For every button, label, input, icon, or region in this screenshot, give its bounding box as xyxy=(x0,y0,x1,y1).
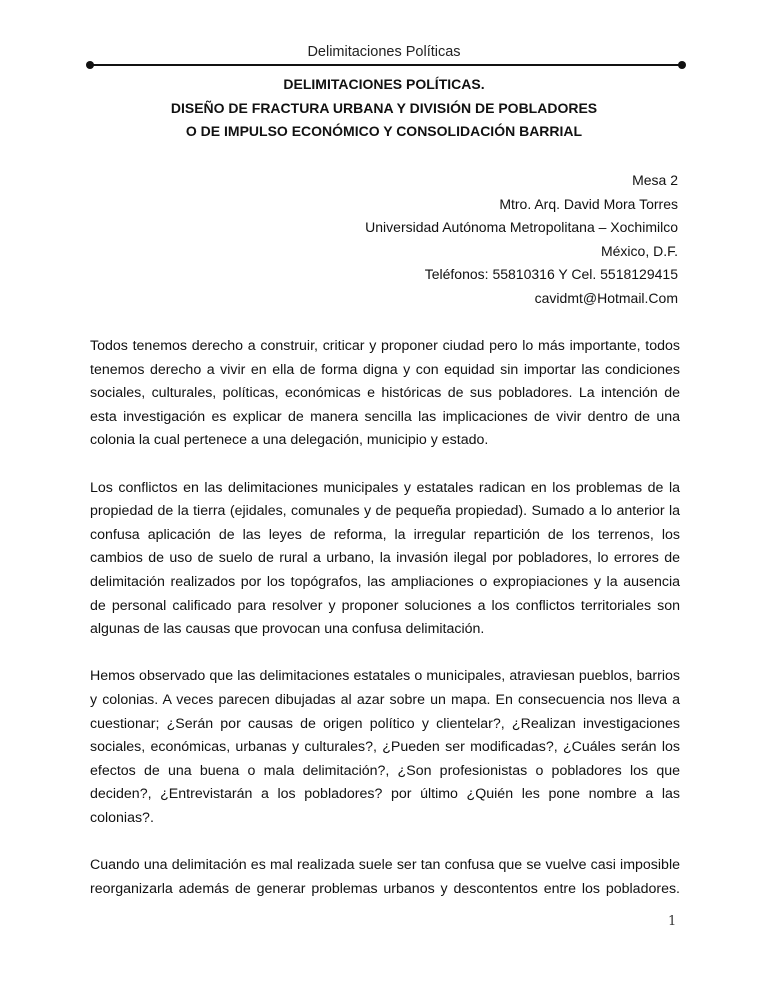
running-header: Delimitaciones Políticas xyxy=(307,44,461,60)
author-institution: Universidad Autónoma Metropolitana – Xochimilco xyxy=(365,219,678,236)
document-title xyxy=(0,73,768,144)
rule-left-dot-icon xyxy=(86,61,94,69)
author-block xyxy=(365,169,678,311)
body-text xyxy=(90,335,680,925)
paragraph-3: Hemos observado que las delimitaciones estatales o municipales, atraviesan pueblos, barrios y colonias. A veces parecen dibujadas al azar sobre un mapa. En consecuencia nos lleva a cuestionar; ¿Serán por causas de origen político y clientelar?, ¿Realizan investigaciones sociales, económicas, urbanas y culturales?, ¿Pueden ser modificadas?, ¿Cuáles serán los efectos de una buena o mala delimitación?, ¿Son profesionistas o pobladores los que deciden?, ¿Entrevistarán a los pobladores? por último ¿Quién les pone nombre a las colonias?. xyxy=(90,668,680,826)
page-number: 1 xyxy=(668,914,677,929)
author-email: cavidmt@Hotmail.Com xyxy=(534,289,678,306)
session-label: Mesa 2 xyxy=(632,172,678,188)
paragraph-4: Cuando una delimitación es mal realizada suele ser tan confusa que se vuelve casi imposible reorganizarla además de generar problemas urbanos y descontentos entre los pobladores. xyxy=(90,857,680,897)
author-name: Mtro. Arq. David Mora Torres xyxy=(499,195,678,212)
author-location: México, D.F. xyxy=(600,242,678,259)
rule-right-dot-icon xyxy=(678,61,686,69)
paragraph-1: Todos tenemos derecho a construir, criticar y proponer ciudad pero lo más importante, todos tenemos derecho a vivir en ella de forma digna y con equidad sin importar las condiciones sociales, culturales, políticas, económicas e históricas de sus pobladores. La intención de esta investigación es explicar de manera sencilla las implicaciones de vivir dentro de una colonia la cual pertenece a una delegación, municipio y estado. xyxy=(90,338,680,449)
title-line-3: O DE IMPULSO ECONÓMICO Y CONSOLIDACIÓN BARRIAL xyxy=(185,123,583,139)
author-phones: Teléfonos: 55810316 Y Cel. 5518129415 xyxy=(424,266,678,283)
header-rule xyxy=(90,64,682,66)
paragraph-2: Los conflictos en las delimitaciones municipales y estatales radican en los problemas de la propiedad de la tierra (ejidales, comunales y de pequeña propiedad). Sumado a lo anterior la confusa aplicación de las leyes de reforma, la irregular repartición de los terrenos, los cambios de uso de suelo de rural a urbano, la invasión ilegal por pobladores, lo errores de delimitación realizados por los topógrafos, las ampliaciones o expropiaciones y la ausencia de personal calificado para resolver y proponer soluciones a los conflictos territoriales son algunas de las causas que provocan una confusa delimitación. xyxy=(90,479,680,638)
title-line-2: DISEÑO DE FRACTURA URBANA Y DIVISIÓN DE POBLADORES xyxy=(170,99,598,116)
title-line-1: DELIMITACIONES POLÍTICAS. xyxy=(283,76,485,92)
